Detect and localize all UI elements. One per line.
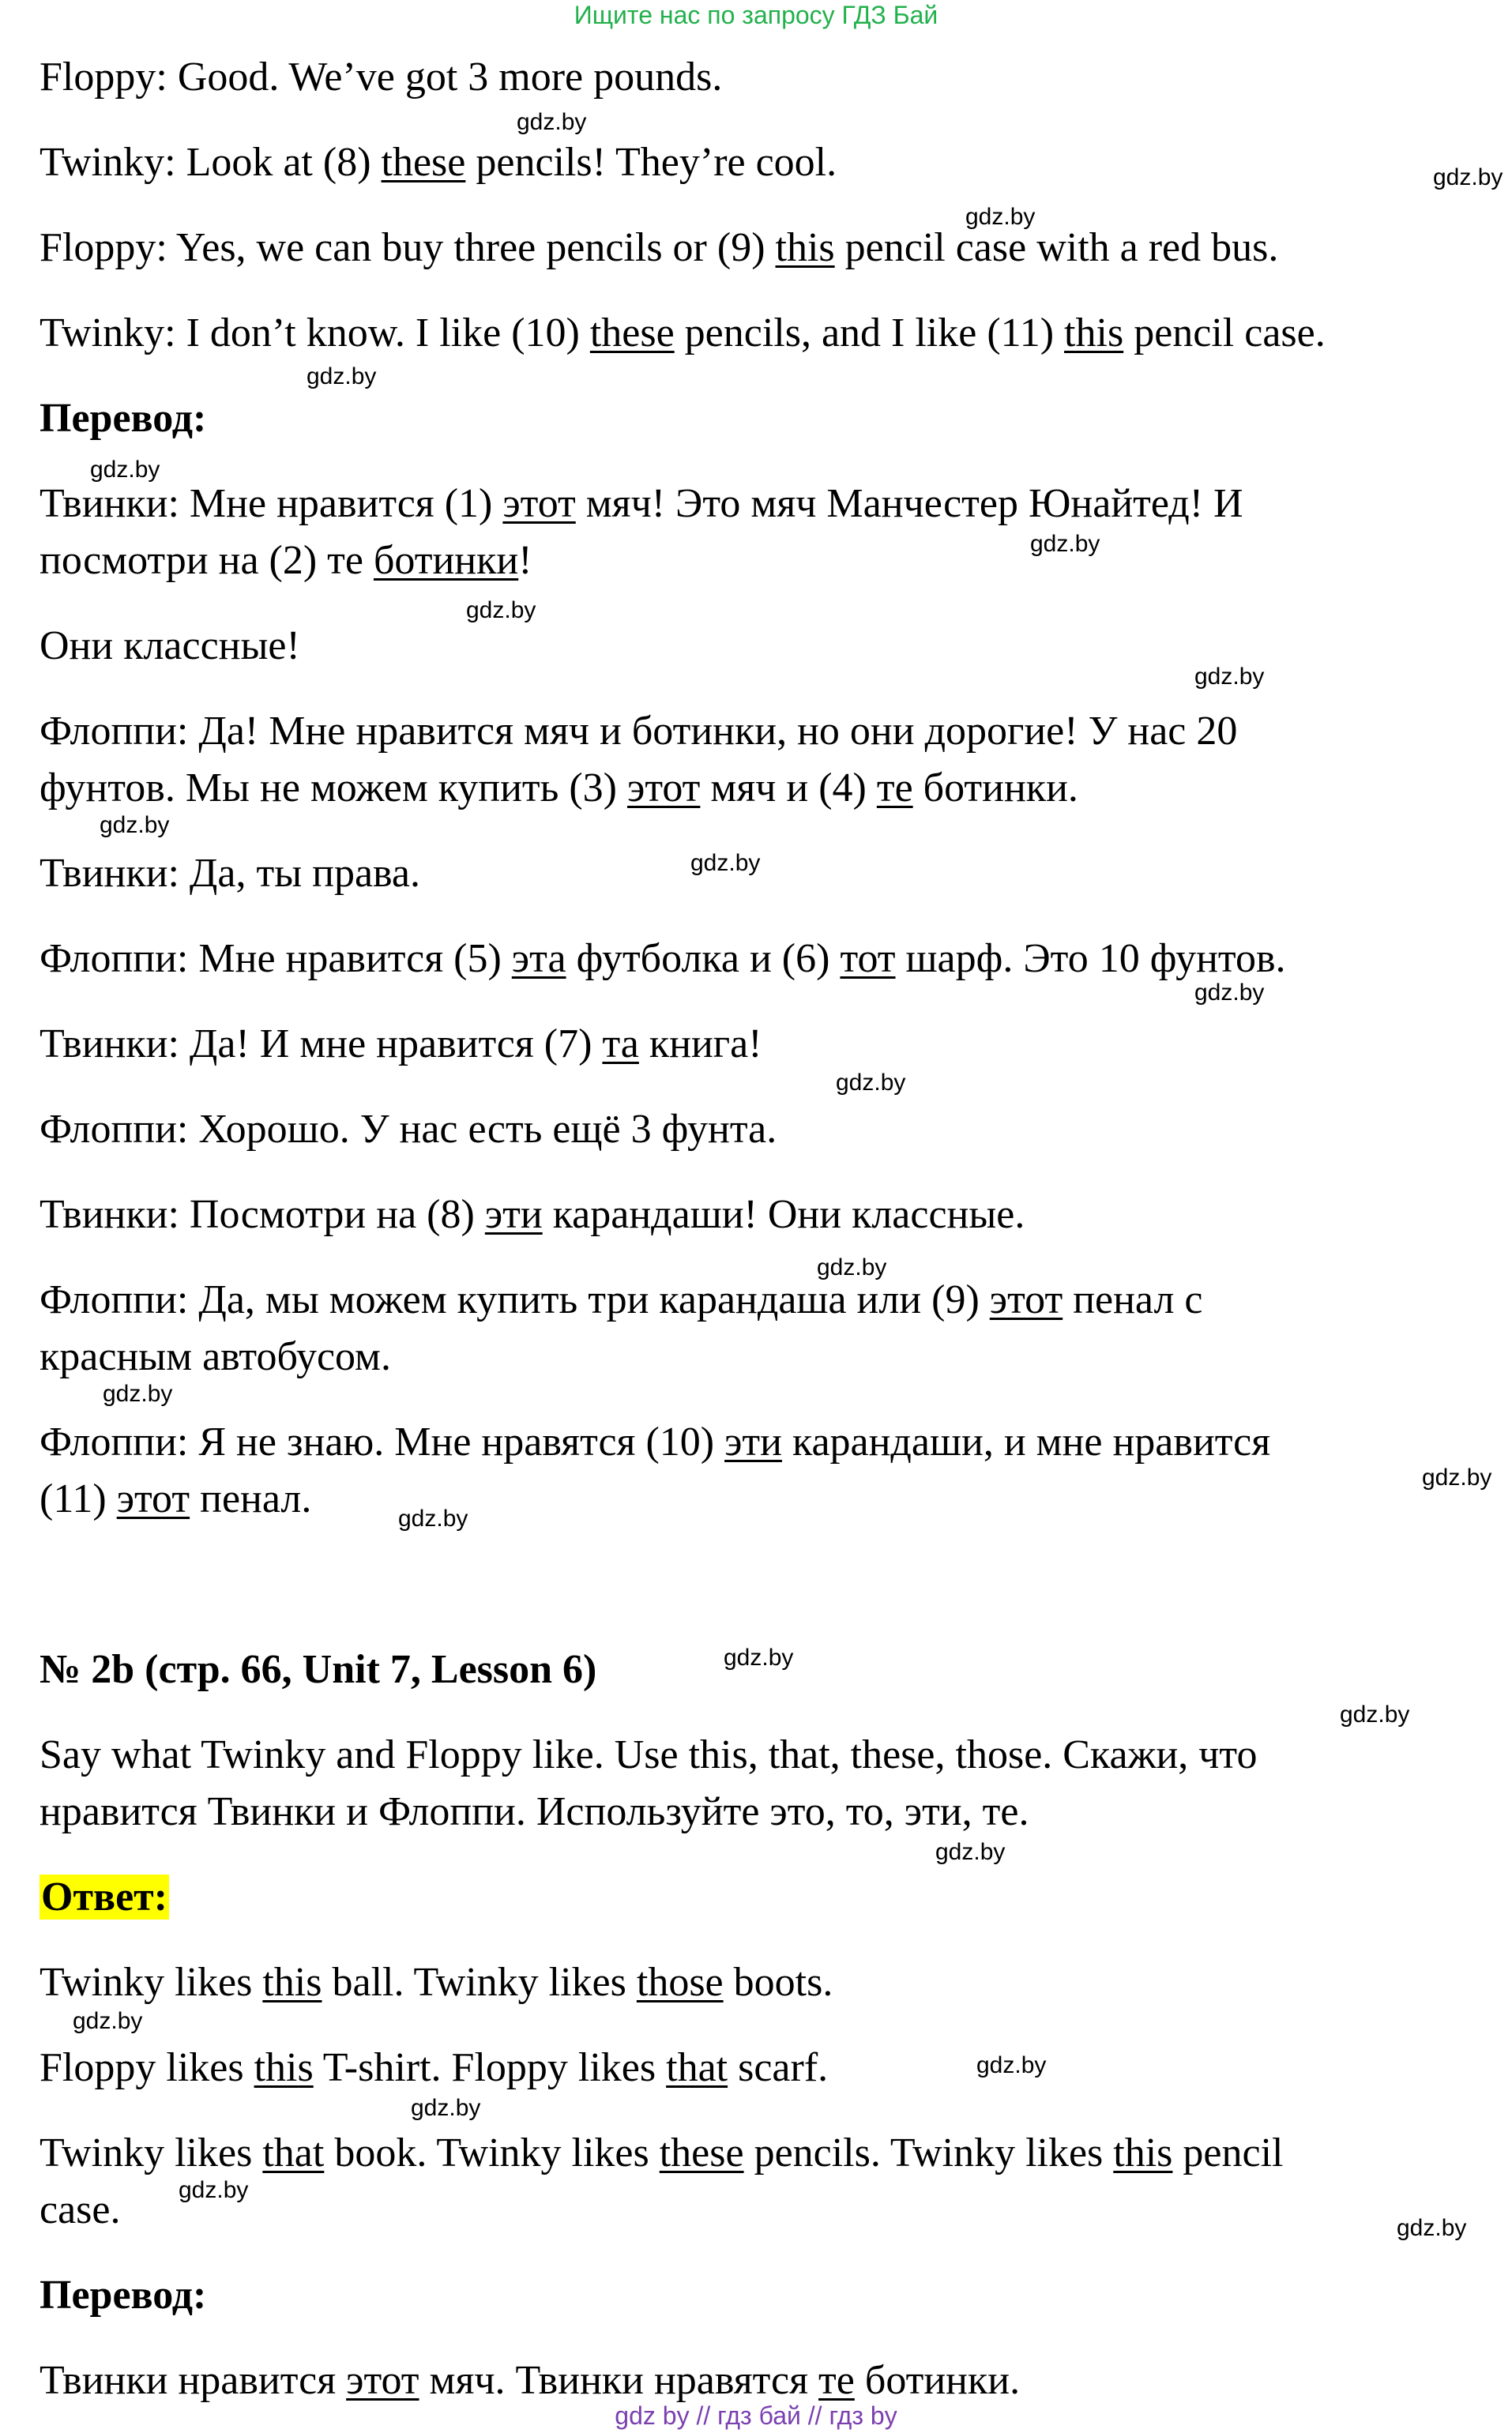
text-segment: пенал.: [190, 1476, 312, 1521]
watermark: gdz.by: [724, 1645, 794, 1671]
watermark: gdz.by: [836, 1070, 906, 1096]
text-segment: мяч. Твинки нравятся: [419, 2358, 819, 2403]
task-text-line: [39, 1784, 1029, 1841]
text-segment: карандаши! Они классные.: [542, 1192, 1025, 1237]
text-segment: Say what Twinky and Floppy like. Use this, that, these, those. Скажи, что: [39, 1732, 1258, 1777]
answer-highlight: Ответ:: [41, 1875, 168, 1920]
watermark: gdz.by: [1397, 2215, 1467, 2241]
dialogue-line: [39, 305, 1326, 362]
text-segment: Твинки: Посмотри на (8): [39, 1192, 485, 1237]
watermark: gdz.by: [466, 597, 536, 623]
underlined-word: эти: [484, 1192, 543, 1237]
text-segment: !: [518, 538, 532, 583]
answer-line: [39, 2125, 1283, 2182]
text-segment: scarf.: [728, 2045, 829, 2090]
underlined-word: этот: [502, 481, 576, 526]
text-segment: ball. Twinky likes: [322, 1960, 637, 2005]
watermark: gdz.by: [976, 2052, 1047, 2078]
text-segment: pencils, and I like (11): [674, 310, 1065, 355]
underlined-word: that: [262, 2130, 325, 2175]
underlined-word: этот: [989, 1277, 1063, 1322]
header-search-hint[interactable]: Ищите нас по запросу ГДЗ Бай: [574, 1, 938, 29]
dialogue-line: [39, 703, 1237, 760]
watermark: gdz.by: [517, 109, 587, 135]
watermark: gdz.by: [307, 363, 377, 389]
text-segment: Твинки: Да, ты права.: [39, 851, 420, 896]
underlined-word: this: [775, 225, 835, 270]
translation-heading: Перевод:: [39, 396, 207, 441]
underlined-word: this: [262, 1960, 322, 2005]
text-segment: футболка и (6): [566, 936, 841, 981]
dialogue-line: [39, 845, 420, 902]
watermark: gdz.by: [100, 812, 170, 838]
text-segment: T-shirt. Floppy likes: [313, 2045, 667, 2090]
dialogue-line: [39, 931, 1286, 987]
watermark: gdz.by: [1194, 980, 1265, 1006]
watermark: gdz.by: [73, 2008, 143, 2034]
text-segment: Twinky: Look at (8): [39, 140, 382, 185]
watermark: gdz.by: [90, 457, 160, 483]
underlined-word: these: [589, 310, 675, 355]
watermark: gdz.by: [1030, 531, 1100, 557]
translation-heading-2: Перевод:: [39, 2273, 207, 2318]
text-segment: посмотри на (2) те: [39, 538, 374, 583]
text-segment: pencil case.: [1123, 310, 1326, 355]
text-segment: фунтов. Мы не можем купить (3): [39, 765, 627, 810]
text-segment: пенал с: [1063, 1277, 1203, 1322]
answer-line: [39, 1954, 833, 2011]
text-segment: Флоппи: Я не знаю. Мне нравятся (10): [39, 1420, 725, 1465]
underlined-word: тот: [840, 936, 896, 981]
task-text-line: [39, 1727, 1257, 1784]
answer-line: [39, 2182, 120, 2239]
exercise-heading: № 2b (стр. 66, Unit 7, Lesson 6): [39, 1647, 597, 1692]
watermark: gdz.by: [103, 1381, 173, 1407]
text-segment: Они классные!: [39, 623, 300, 668]
watermark: gdz.by: [935, 1839, 1006, 1865]
underlined-word: этот: [116, 1476, 190, 1521]
text-segment: (11): [39, 1476, 117, 1521]
text-segment: ботинки.: [854, 2358, 1021, 2403]
text-segment: нравится Твинки и Флоппи. Используйте это, то, эти, те.: [39, 1789, 1029, 1834]
dialogue-line: [39, 618, 300, 675]
text-segment: мяч! Это мяч Манчестер Юнайтед! И: [575, 481, 1243, 526]
underlined-word: ботинки: [373, 538, 519, 583]
dialogue-line: [39, 760, 1078, 817]
watermark: gdz.by: [1194, 664, 1265, 690]
text-segment: Твинки нравится: [39, 2358, 347, 2403]
underlined-word: эти: [724, 1420, 782, 1465]
text-segment: case.: [39, 2187, 121, 2232]
text-segment: Твинки: Мне нравится (1): [39, 481, 503, 526]
underlined-word: that: [666, 2045, 728, 2090]
dialogue-line: [39, 49, 722, 106]
text-segment: Twinky likes: [39, 2130, 263, 2175]
dialogue-line: [39, 1414, 1270, 1471]
underlined-word: these: [381, 140, 466, 185]
dialogue-line: [39, 220, 1278, 276]
text-segment: Twinky: I don’t know. I like (10): [39, 310, 590, 355]
watermark: gdz.by: [1422, 1465, 1492, 1491]
dialogue-line: [39, 1016, 762, 1073]
text-segment: Флоппи: Мне нравится (5): [39, 936, 512, 981]
dialogue-line: [39, 1471, 311, 1528]
watermark: gdz.by: [1340, 1702, 1410, 1728]
dialogue-line: [39, 1186, 1025, 1243]
text-segment: красным автобусом.: [39, 1334, 391, 1379]
dialogue-line: [39, 134, 837, 191]
answer-label: [39, 1869, 169, 1926]
underlined-word: this: [1064, 310, 1124, 355]
underlined-word: these: [659, 2130, 744, 2175]
text-segment: Floppy: Good. We’ve got 3 more pounds.: [39, 55, 723, 100]
text-segment: book. Twinky likes: [324, 2130, 660, 2175]
text-segment: Floppy: Yes, we can buy three pencils or (9): [39, 225, 776, 270]
watermark: gdz.by: [965, 204, 1036, 230]
text-segment: Флоппи: Хорошо. У нас есть ещё 3 фунта.: [39, 1107, 777, 1152]
text-segment: шарф. Это 10 фунтов.: [895, 936, 1286, 981]
watermark: gdz.by: [179, 2177, 249, 2203]
underlined-word: эта: [511, 936, 566, 981]
watermark: gdz.by: [398, 1506, 468, 1532]
text-segment: ботинки.: [912, 765, 1078, 810]
underlined-word: та: [602, 1021, 639, 1066]
text-segment: Твинки: Да! И мне нравится (7): [39, 1021, 603, 1066]
text-segment: Floppy likes: [39, 2045, 254, 2090]
watermark: gdz.by: [690, 850, 761, 876]
text-segment: pencils! They’re cool.: [465, 140, 837, 185]
underlined-word: this: [1113, 2130, 1173, 2175]
underlined-word: this: [254, 2045, 314, 2090]
answer-line: [39, 2040, 828, 2096]
footer-links[interactable]: gdz by // гдз бай // гдз by: [615, 2401, 897, 2430]
text-segment: boots.: [723, 1960, 833, 2005]
watermark: gdz.by: [411, 2095, 481, 2121]
text-segment: книга!: [638, 1021, 762, 1066]
watermark: gdz.by: [1433, 164, 1503, 190]
dialogue-line: [39, 532, 532, 589]
text-segment: мяч и (4): [700, 765, 877, 810]
underlined-word: этот: [627, 765, 701, 810]
dialogue-line: [39, 476, 1243, 532]
watermark: gdz.by: [817, 1254, 887, 1280]
text-segment: карандаши, и мне нравится: [781, 1420, 1271, 1465]
text-segment: Флоппи: Да, мы можем купить три карандаша или (9): [39, 1277, 990, 1322]
text-segment: Флоппи: Да! Мне нравится мяч и ботинки, но они дорогие! У нас 20: [39, 709, 1238, 754]
text-segment: pencil case with a red bus.: [834, 225, 1279, 270]
underlined-word: те: [876, 765, 913, 810]
dialogue-line: [39, 1329, 391, 1386]
underlined-word: those: [636, 1960, 724, 2005]
text-segment: Twinky likes: [39, 1960, 263, 2005]
dialogue-line: [39, 1272, 1203, 1329]
underlined-word: этот: [346, 2358, 419, 2403]
underlined-word: те: [818, 2358, 855, 2403]
text-segment: pencil: [1172, 2130, 1284, 2175]
dialogue-line: [39, 1101, 777, 1158]
text-segment: pencils. Twinky likes: [743, 2130, 1114, 2175]
